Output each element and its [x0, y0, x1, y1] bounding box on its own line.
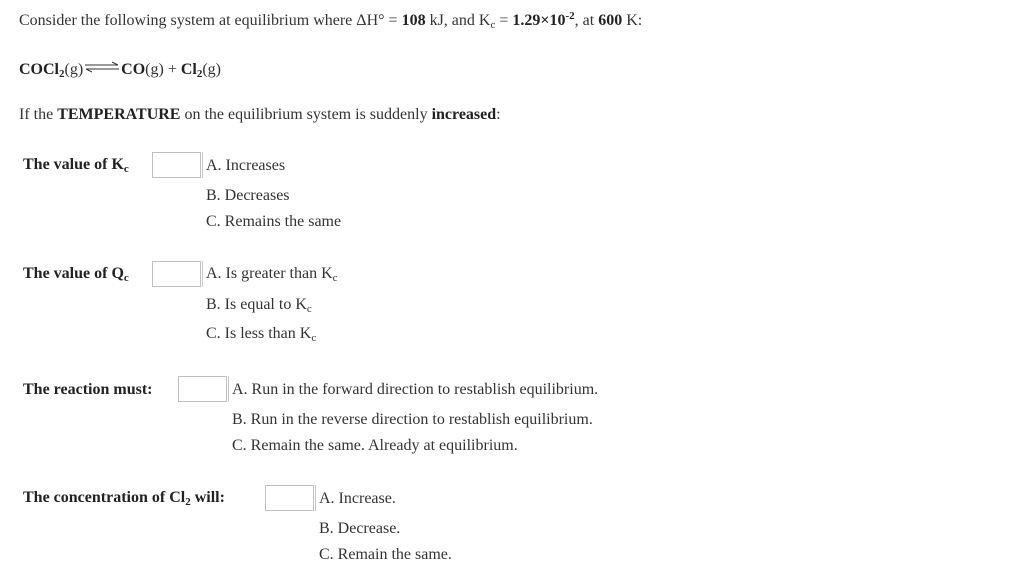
q4-answer-input[interactable]: [265, 485, 314, 511]
reaction-equation: COCl$_2$(g) $CO(g) + Cl_2(g)$: [19, 61, 221, 80]
q4-option-c: C. Remain the same.: [319, 546, 452, 563]
q4-label: The concentration of Cl2 will:: [23, 489, 225, 508]
q1-option-b: B. Decreases: [206, 187, 290, 204]
q2-label: The value of Qc: [23, 265, 129, 284]
q1-label: The value of Kc: [23, 156, 129, 175]
q4-option-a: A. Increase.: [319, 490, 396, 507]
q2-option-b: B. Is equal to $K_c$: [206, 296, 312, 315]
equilibrium-arrow-icon: [84, 60, 120, 72]
condition-action: increased: [431, 106, 497, 123]
q2-option-c: C. Is less than $K_c$: [206, 325, 317, 344]
q3-option-c: C. Remain the same. Already at equilibrium.: [232, 437, 518, 454]
delta-h-symbol: ΔH°: [356, 12, 385, 29]
q1-option-c: C. Remains the same: [206, 213, 342, 230]
q3-option-a: A. Run in the forward direction to restablish equilibrium.: [232, 381, 599, 398]
q2-answer-input[interactable]: [152, 261, 201, 287]
temperature-value: 600: [598, 12, 623, 29]
delta-h-value: 108: [401, 12, 426, 29]
q2-option-a: A. Is greater than $K_c$: [206, 265, 338, 284]
condition-keyword: TEMPERATURE: [57, 106, 181, 123]
q4-option-b: B. Decrease.: [319, 520, 401, 537]
kc-value: $1.29\times 10^{-2}$: [512, 10, 575, 29]
q3-label: The reaction must:: [23, 381, 153, 398]
condition-text: If the TEMPERATURE on the equilibrium system is suddenly increased:: [19, 106, 501, 123]
q1-answer-input[interactable]: [152, 152, 201, 178]
q1-option-a: A. Increases: [206, 157, 286, 174]
q3-option-b: B. Run in the reverse direction to restablish equilibrium.: [232, 411, 593, 428]
q3-answer-input[interactable]: [178, 376, 227, 402]
intro-text: Consider the following system at equilibrium where ΔH° = 108 kJ, and $K_c = 1.29\times 10^{-2}$, at 600 K:: [19, 10, 643, 31]
